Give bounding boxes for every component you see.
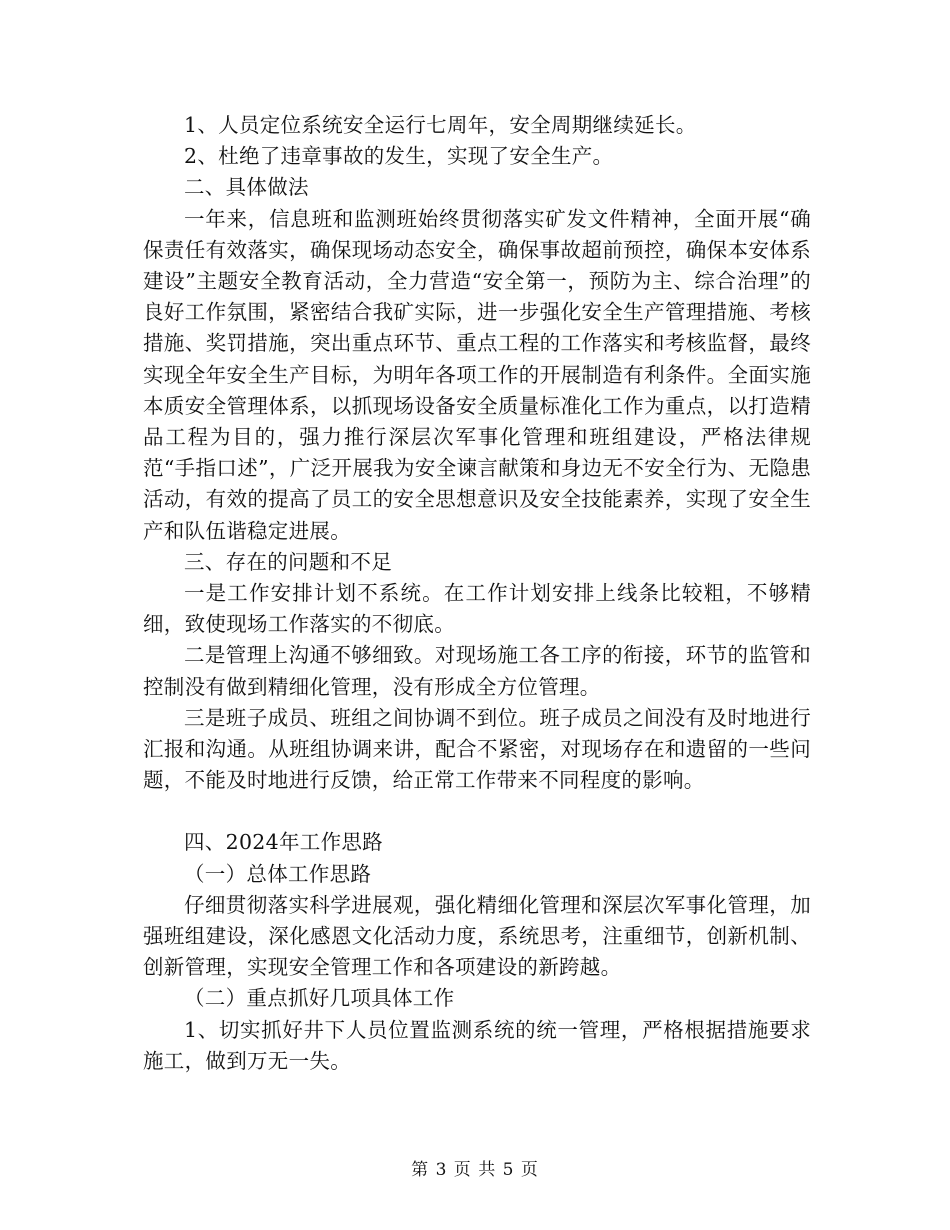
problem-paragraph-2: 二是管理上沟通不够细致。对现场施工各工序的衔接，环节的监管和控制没有做到精细化管理，没有形成全方位管理。 — [143, 643, 811, 699]
section-heading-practices: 二、具体做法 — [184, 175, 309, 200]
page-number-footer: 第 3 页 共 5 页 — [411, 1160, 539, 1180]
subsection-heading-key-tasks: （二）重点抓好几项具体工作 — [184, 986, 455, 1011]
achievement-item-1: 1、人员定位系统安全运行七周年，安全周期继续延长。 — [184, 113, 697, 137]
overall-plan-paragraph: 仔细贯彻落实科学进展观，强化精细化管理和深层次军事化管理，加强班组建设，深化感恩文化活动力度，系统思考，注重细节，创新机制、创新管理，实现安全管理工作和各项建设的新跨越。 — [143, 892, 811, 980]
problem-paragraph-3: 三是班子成员、班组之间协调不到位。班子成员之间没有及时地进行汇报和沟通。从班组协调来讲，配合不紧密，对现场存在和遗留的一些问题，不能及时地进行反馈，给正常工作带来不同程度的影响。 — [143, 705, 811, 793]
achievement-item-2: 2、杜绝了违章事故的发生，实现了安全生产。 — [184, 144, 614, 169]
practices-paragraph: 一年来，信息班和监测班始终贯彻落实矿发文件精神，全面开展“确保责任有效落实，确保现场动态安全，确保事故超前预控，确保本安体系建设”主题安全教育活动，全力营造“安全第一，预防为主、综合治理”的良好工作氛围，紧密结合我矿实际，进一步强化安全生产管理措施、考核措施、奖罚措施，突出重点环节、重点工程的工作落实和考核监督，最终实现全年安全生产目标，为明年各项工作的开展制造有利条件。全面实施本质安全管理体系，以抓现场设备安全质量标准化工作为重点，以打造精品工程为目的，强力推行深层次军事化管理和班组建设，严格法律规范“手指口述”，广泛开展我为安全谏言献策和身边无不安全行为、无隐患活动，有效的提高了员工的安全思想意识及安全技能素养，实现了安全生产和队伍谐稳定进展。 — [143, 206, 811, 543]
paragraph-spacer — [143, 796, 811, 827]
key-task-item-1: 1、切实抓好井下人员位置监测系统的统一管理，严格根据措施要求施工，做到万无一失。 — [143, 1017, 811, 1073]
section-heading-plan: 四、2024年工作思路 — [184, 830, 383, 855]
subsection-heading-overall: （一）总体工作思路 — [184, 861, 372, 886]
document-body — [143, 110, 811, 1077]
problem-paragraph-1: 一是工作安排计划不系统。在工作计划安排上线条比较粗，不够精细，致使现场工作落实的不彻底。 — [143, 581, 811, 637]
section-heading-problems: 三、存在的问题和不足 — [184, 549, 392, 574]
